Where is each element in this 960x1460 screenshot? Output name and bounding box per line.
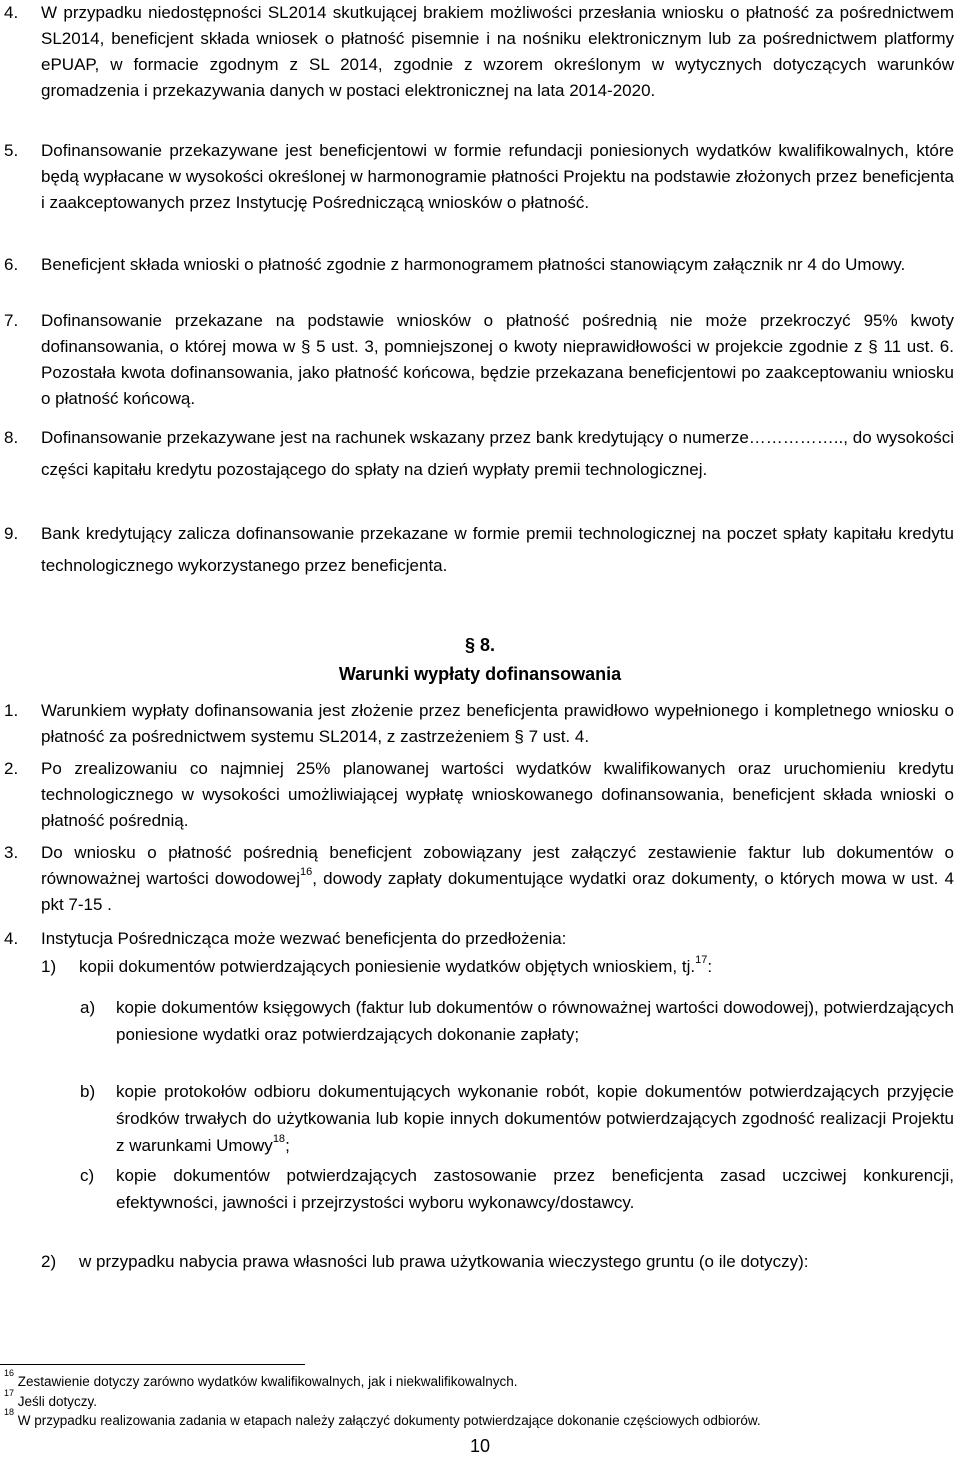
item-number: 8. bbox=[4, 428, 19, 447]
item-text: Beneficjent składa wnioski o płatność zgodnie z harmonogramem płatności stanowiącym załącznik nr 4 do Umowy. bbox=[41, 255, 906, 274]
item-number: 1) bbox=[41, 957, 57, 976]
footnote-text: W przypadku realizowania zadania w etapach należy załączyć dokumenty potwierdzające dokonanie częściowych odbiorów. bbox=[17, 1413, 761, 1428]
footnote bbox=[4, 1367, 950, 1390]
letter-item bbox=[80, 1078, 954, 1159]
footnote-separator bbox=[0, 1364, 305, 1365]
item-text: Po zrealizowaniu co najmniej 25% planowanej wartości wydatków kwalifikowanych oraz uruchomieniu kredytu technologicznego w wysokości umożliwiającej wypłatę wnioskowanego dofinansowania, beneficjent składa wnioski o płatność pośrednią. bbox=[41, 759, 954, 830]
item-number: 9. bbox=[4, 524, 19, 543]
list-item bbox=[4, 308, 954, 412]
sub-list-item bbox=[41, 954, 954, 980]
footnote-text: Zestawienie dotyczy zarówno wydatków kwalifikowalnych, jak i niekwalifikowalnych. bbox=[17, 1374, 518, 1389]
list-item bbox=[4, 840, 954, 918]
item-number: 7. bbox=[4, 311, 19, 330]
section-number: § 8. bbox=[464, 635, 496, 655]
item-letter: c) bbox=[80, 1166, 95, 1185]
item-text: Instytucja Pośrednicząca może wezwać beneficjenta do przedłożenia: bbox=[41, 929, 567, 948]
item-number: 1. bbox=[4, 701, 19, 720]
item-text: Warunkiem wypłaty dofinansowania jest złożenie przez beneficjenta prawidłowo wypełnionego i kompletnego wniosku o płatność za pośrednictwem systemu SL2014, z zastrzeżeniem § 7 ust. 4. bbox=[41, 701, 954, 746]
footnote bbox=[4, 1406, 950, 1429]
list-item bbox=[4, 252, 954, 278]
list-item bbox=[4, 756, 954, 834]
footnote-marker: 17 bbox=[4, 1387, 15, 1398]
item-text: Dofinansowanie przekazywane jest beneficjentowi w formie refundacji poniesionych wydatków kwalifikowalnych, które będą wypłacane w wysokości określonej w harmonogramie płatności Projektu na podstawie złożonych przez beneficjenta i zaakceptowanych przez Instytucję Pośredniczącą wniosków o płatność. bbox=[41, 141, 954, 212]
list-item bbox=[4, 422, 954, 486]
item-number: 4. bbox=[4, 929, 19, 948]
page-number: 10 bbox=[469, 1436, 491, 1456]
item-text: Dofinansowanie przekazane na podstawie wniosków o płatność pośrednią nie może przekroczyć 95% kwoty dofinansowania, o której mowa w § 5 ust. 3, pomniejszonej o kwoty nieprawidłowości w projekcie zgodnie z § 11 ust. 6. Pozostała kwota dofinansowania, jako płatność końcowa, będzie przekazana beneficjentowi po zaakceptowaniu wniosku o płatność końcową. bbox=[41, 311, 954, 408]
footnote-text: Jeśli dotyczy. bbox=[17, 1394, 98, 1409]
sub-list-item bbox=[41, 1248, 954, 1276]
footnote-marker: 18 bbox=[4, 1406, 15, 1417]
item-text: W przypadku niedostępności SL2014 skutkującej brakiem możliwości przesłania wniosku o płatność za pośrednictwem SL2014, beneficjent składa wniosek o płatność pisemnie i na nośniku elektronicznym lub za pośrednictwem platformy ePUAP, w formacie zgodnym z SL 2014, zgodnie z wzorem określonym w wytycznych dotyczących warunków gromadzenia i przekazywania danych w postaci elektronicznej na lata 2014-2020. bbox=[41, 3, 954, 100]
list-item bbox=[4, 698, 954, 750]
list-item bbox=[4, 926, 954, 952]
item-letter: a) bbox=[80, 998, 96, 1017]
item-text: Bank kredytujący zalicza dofinansowanie przekazane w formie premii technologicznej na poczet spłaty kapitału kredytu technologicznego wykorzystanego przez beneficjenta. bbox=[41, 524, 954, 575]
letter-item bbox=[80, 1162, 954, 1216]
section-title: Warunki wypłaty dofinansowania bbox=[338, 664, 622, 684]
footnote-ref-16: 16 bbox=[300, 866, 313, 879]
item-number: 4. bbox=[4, 3, 19, 22]
footnote-marker: 16 bbox=[4, 1367, 15, 1378]
item-letter: b) bbox=[80, 1082, 96, 1101]
item-number: 6. bbox=[4, 255, 19, 274]
footnote-ref-17: 17 bbox=[695, 954, 708, 967]
item-text: Dofinansowanie przekazywane jest na rachunek wskazany przez bank kredytujący o numerze…………….., do wysokości części kapitału kredytu pozostającego do spłaty na dzień wypłaty premii technologicznej. bbox=[41, 428, 954, 479]
list-item bbox=[4, 518, 954, 582]
letter-item bbox=[80, 994, 954, 1048]
item-text: w przypadku nabycia prawa własności lub prawa użytkowania wieczystego gruntu (o ile dotyczy): bbox=[79, 1252, 809, 1271]
item-number: 2) bbox=[41, 1252, 57, 1271]
footnote-ref-18: 18 bbox=[272, 1133, 286, 1146]
item-text: kopie dokumentów potwierdzających zastosowanie przez beneficjenta zasad uczciwej konkurencji, efektywności, jawności i przejrzystości wyboru wykonawcy/dostawcy. bbox=[116, 1166, 954, 1212]
item-text: Do wniosku o płatność pośrednią beneficjent zobowiązany jest załączyć zestawienie faktur lub dokumentów o równoważnej wartości dowodowej$^{16}$, dowody zapłaty dokumentujące wydatki oraz dokumenty, o których mowa w ust. 4 pkt 7-15 . bbox=[41, 843, 955, 914]
item-number: 3. bbox=[4, 843, 19, 862]
footnote bbox=[4, 1387, 950, 1410]
item-number: 2. bbox=[4, 759, 19, 778]
item-text: kopie dokumentów księgowych (faktur lub dokumentów o równoważnej wartości dowodowej), potwierdzających poniesione wydatki oraz potwierdzających dokonanie zapłaty; bbox=[116, 998, 954, 1044]
item-text: kopii dokumentów potwierdzających poniesienie wydatków objętych wnioskiem, tj.$^{17}$: bbox=[79, 954, 713, 976]
item-text: kopie protokołów odbioru dokumentujących wykonanie robót, kopie dokumentów potwierdzających przyjęcie środków trwałych do użytkowania lub kopie innych dokumentów potwierdzających zgodność realizacji Projektu z warunkami Umowy$^{18}$; bbox=[116, 1082, 954, 1155]
item-number: 5. bbox=[4, 141, 19, 160]
list-item bbox=[4, 138, 954, 216]
list-item bbox=[4, 0, 954, 104]
